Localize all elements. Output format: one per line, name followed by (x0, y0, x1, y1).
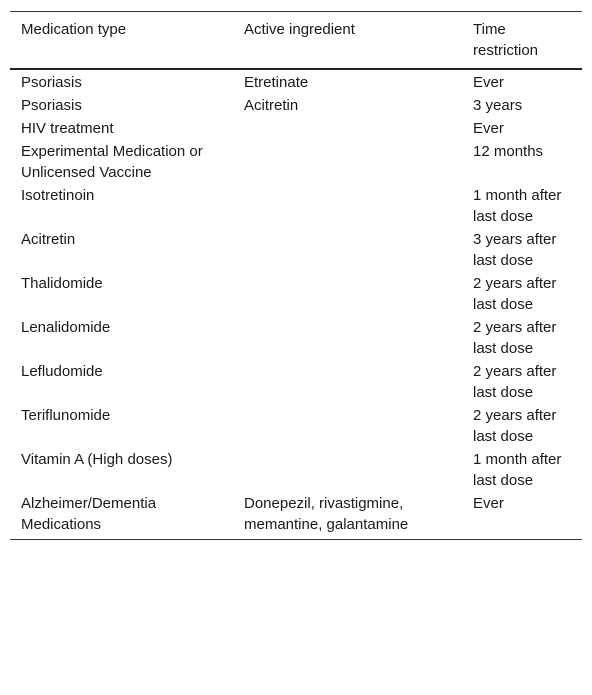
cell-active-ingredient: Donepezil, rivastigmine, memantine, galantamine (244, 495, 409, 533)
cell-medication-type: Isotretinoin (21, 187, 95, 204)
table-row (10, 185, 582, 229)
table-row (10, 118, 582, 141)
cell-active-ingredient (233, 141, 462, 185)
cell-active-ingredient (233, 361, 462, 405)
cell-time-restriction: 2 years after last dose (473, 363, 557, 401)
table-body (10, 69, 582, 540)
cell-medication-type: Acitretin (21, 231, 76, 248)
cell-time-restriction: 2 years after last dose (473, 275, 557, 313)
cell-active-ingredient (233, 118, 462, 141)
cell-active-ingredient (233, 317, 462, 361)
cell-time-restriction: 2 years after last dose (473, 319, 557, 357)
cell-time-restriction: 2 years after last dose (473, 407, 557, 445)
cell-medication-type: Teriflunomide (21, 407, 111, 424)
cell-medication-type: Vitamin A (High doses) (21, 451, 173, 468)
table-row (10, 361, 582, 405)
cell-active-ingredient (233, 405, 462, 449)
table-row (10, 273, 582, 317)
cell-active-ingredient: Acitretin (244, 97, 299, 114)
table-row (10, 229, 582, 273)
table-row (10, 493, 582, 540)
cell-active-ingredient: Etretinate (244, 74, 309, 91)
cell-time-restriction: 1 month after last dose (473, 187, 562, 225)
header-time-restriction: Time restriction (473, 21, 539, 59)
cell-medication-type: Alzheimer/Dementia Medications (21, 495, 157, 533)
table-row (10, 449, 582, 493)
header-row (10, 12, 582, 70)
cell-medication-type: Lenalidomide (21, 319, 111, 336)
table-row (10, 95, 582, 118)
cell-time-restriction: 3 years (473, 97, 523, 114)
cell-active-ingredient (233, 185, 462, 229)
cell-active-ingredient (233, 229, 462, 273)
cell-active-ingredient (233, 449, 462, 493)
cell-time-restriction: Ever (473, 120, 504, 137)
cell-time-restriction: Ever (473, 495, 504, 512)
cell-time-restriction: 1 month after last dose (473, 451, 562, 489)
cell-medication-type: HIV treatment (21, 120, 114, 137)
cell-medication-type: Thalidomide (21, 275, 103, 292)
cell-medication-type: Psoriasis (21, 74, 82, 91)
cell-time-restriction: 3 years after last dose (473, 231, 557, 269)
table-row (10, 317, 582, 361)
cell-time-restriction: Ever (473, 74, 504, 91)
table-row (10, 141, 582, 185)
table-header (10, 12, 582, 70)
header-active-ingredient: Active ingredient (244, 21, 355, 38)
cell-time-restriction: 12 months (473, 143, 544, 160)
medication-restrictions-table (10, 11, 582, 540)
medication-restrictions-table-container (10, 11, 582, 540)
table-row (10, 405, 582, 449)
cell-medication-type: Psoriasis (21, 97, 82, 114)
header-medication-type: Medication type (21, 21, 127, 38)
cell-medication-type: Experimental Medication or Unlicensed Vaccine (21, 143, 203, 181)
cell-active-ingredient (233, 273, 462, 317)
cell-medication-type: Lefludomide (21, 363, 103, 380)
table-row (10, 69, 582, 95)
